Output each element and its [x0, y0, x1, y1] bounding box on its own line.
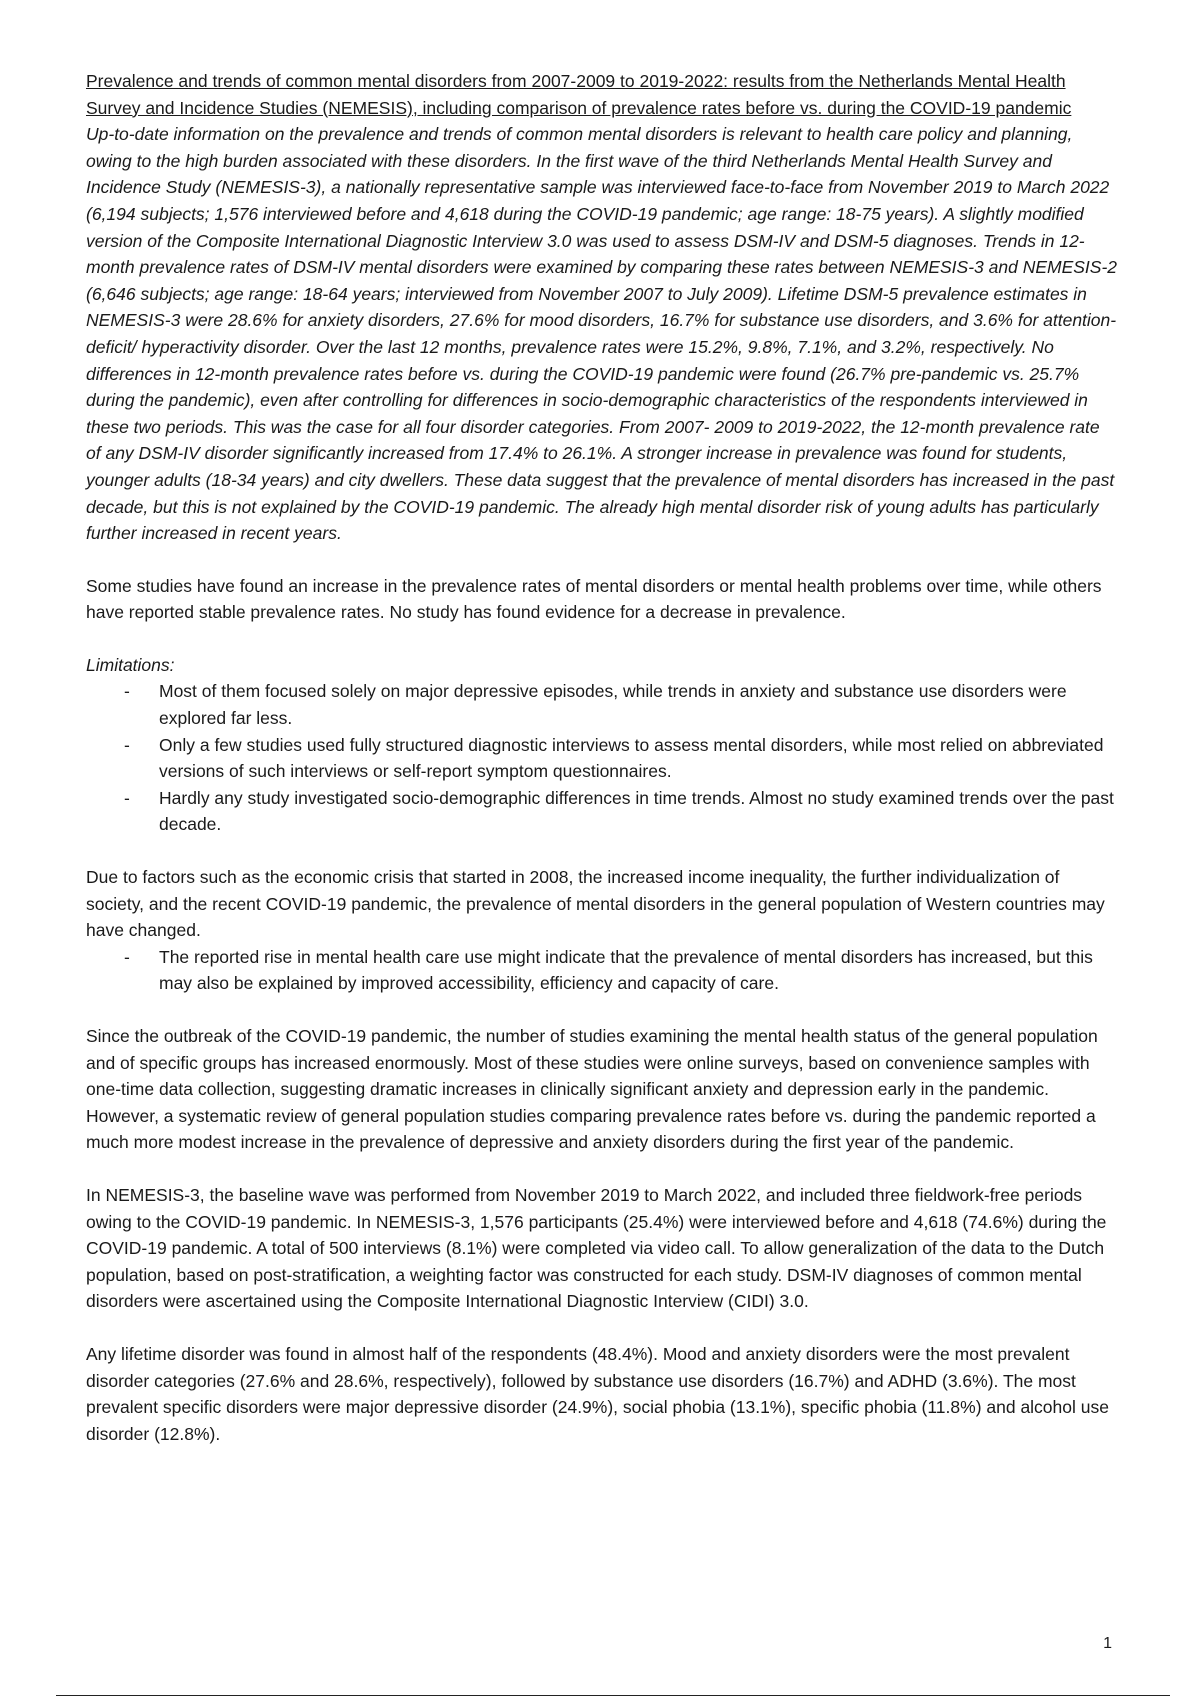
spacer	[86, 547, 1118, 573]
paragraph-trends: Some studies have found an increase in the prevalence rates of mental disorders or mental health problems over time, while others have reported stable prevalence rates. No study has found evidence for a decrease in prevalence.	[86, 575, 1102, 623]
paper-title: Prevalence and trends of common mental disorders from 2007-2009 to 2019-2022: results from the Netherlands Mental Health Survey and Incidence Studies (NEMESIS), including comparison of prevalence rates before vs. during the COVID-19 pandemic	[86, 71, 1072, 118]
spacer	[86, 1156, 1118, 1182]
spacer	[86, 838, 1118, 864]
footer-divider	[56, 1695, 1170, 1696]
limitations-label: Limitations:	[86, 654, 175, 675]
document-page	[86, 68, 1118, 1447]
list-item: - Hardly any study investigated socio-demographic differences in time trends. Almost no study examined trends over the past decade.	[86, 785, 1118, 838]
paragraph-lifetime: Any lifetime disorder was found in almost half of the respondents (48.4%). Mood and anxiety disorders were the most prevalent disorder categories (27.6% and 28.6%, respectively), followed by substance use disorders (16.7%) and ADHD (3.6%). The most prevalent specific disorders were major depressive disorder (24.9%), social phobia (13.1%), specific phobia (11.8%) and alcohol use disorder (12.8%).	[86, 1343, 1109, 1444]
factors-list	[86, 944, 1118, 997]
list-item: - Most of them focused solely on major depressive episodes, while trends in anxiety and substance use disorders were explored far less.	[86, 678, 1118, 731]
spacer	[86, 997, 1118, 1023]
paragraph-factors: Due to factors such as the economic crisis that started in 2008, the increased income inequality, the further individualization of society, and the recent COVID-19 pandemic, the prevalence of mental disorders in the general population of Western countries may have changed.	[86, 867, 1105, 941]
paragraph-covid-studies: Since the outbreak of the COVID-19 pandemic, the number of studies examining the mental health status of the general population and of specific groups has increased enormously. Most of these studies were online surveys, based on convenience samples with one-time data collection, suggesting dramatic increases in clinically significant anxiety and depression early in the pandemic. However, a systematic review of general population studies comparing prevalence rates before vs. during the pandemic reported a much more modest increase in the prevalence of depressive and anxiety disorders during the first year of the pandemic.	[86, 1026, 1098, 1153]
spacer	[86, 1315, 1118, 1341]
spacer	[86, 626, 1118, 652]
list-item: - The reported rise in mental health care use might indicate that the prevalence of mental disorders has increased, but this may also be explained by improved accessibility, efficiency and capacity of care.	[86, 944, 1118, 997]
page-number: 1	[1103, 1635, 1112, 1652]
list-item: - Only a few studies used fully structured diagnostic interviews to assess mental disorders, while most relied on abbreviated versions of such interviews or self-report symptom questionnaires.	[86, 732, 1118, 785]
paragraph-nemesis3: In NEMESIS-3, the baseline wave was performed from November 2019 to March 2022, and included three fieldwork-free periods owing to the COVID-19 pandemic. In NEMESIS-3, 1,576 participants (25.4%) were interviewed before and 4,618 (74.6%) during the COVID-19 pandemic. A total of 500 interviews (8.1%) were completed via video call. To allow generalization of the data to the Dutch population, based on post-stratification, a weighting factor was constructed for each study. DSM-IV diagnoses of common mental disorders were ascertained using the Composite International Diagnostic Interview (CIDI) 3.0.	[86, 1184, 1107, 1312]
abstract: Up-to-date information on the prevalence and trends of common mental disorders is relevant to health care policy and planning, owing to the high burden associated with these disorders. In the first wave of the third Netherlands Mental Health Survey and Incidence Study (NEMESIS-3), a nationally representative sample was interviewed face-to-face from November 2019 to March 2022 (6,194 subjects; 1,576 interviewed before and 4,618 during the COVID-19 pandemic; age range: 18-75 years). A slightly modified version of the Composite International Diagnostic Interview 3.0 was used to assess DSM-IV and DSM-5 diagnoses. Trends in 12-month prevalence rates of DSM-IV mental disorders were examined by comparing these rates between NEMESIS-3 and NEMESIS-2 (6,646 subjects; age range: 18-64 years; interviewed from November 2007 to July 2009). Lifetime DSM-5 prevalence estimates in NEMESIS-3 were 28.6% for anxiety disorders, 27.6% for mood disorders, 16.7% for substance use disorders, and 3.6% for attention-deficit/ hyperactivity disorder. Over the last 12 months, prevalence rates were 15.2%, 9.8%, 7.1%, and 3.2%, respectively. No differences in 12-month prevalence rates before vs. during the COVID-19 pandemic were found (26.7% pre-pandemic vs. 25.7% during the pandemic), even after controlling for differences in socio-demographic characteristics of the respondents interviewed in these two periods. This was the case for all four disorder categories. From 2007- 2009 to 2019-2022, the 12-month prevalence rate of any DSM-IV disorder significantly increased from 17.4% to 26.1%. A stronger increase in prevalence was found for students, younger adults (18-34 years) and city dwellers. These data suggest that the prevalence of mental disorders has increased in the past decade, but this is not explained by the COVID-19 pandemic. The already high mental disorder risk of young adults has particularly further increased in recent years.	[86, 124, 1118, 544]
limitations-list	[86, 678, 1118, 838]
